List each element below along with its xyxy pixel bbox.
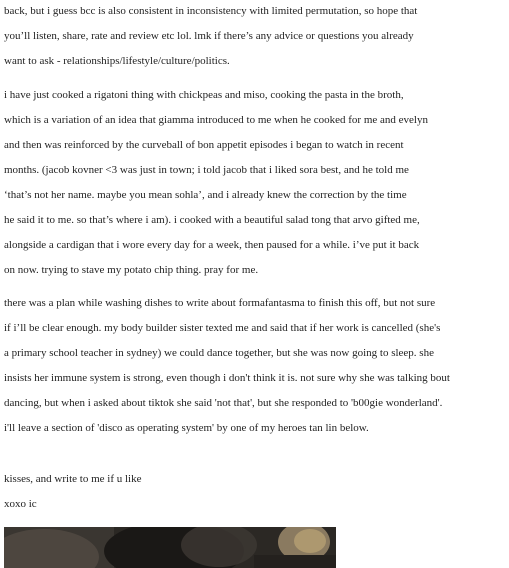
paragraph-signoff — [4, 467, 141, 517]
text-line: want to ask - relationships/lifestyle/culture/politics. — [4, 55, 230, 67]
text-line: alongside a cardigan that i wore every day for a week, then paused for a while. i’ve put it back — [4, 239, 420, 251]
text-line: back, but i guess bcc is also consistent in inconsistency with limited permutation, so hope that — [4, 5, 418, 17]
text-line: he said it to me. so that’s where i am). i cooked with a beautiful salad tong that arvo gifted me, — [4, 214, 420, 226]
text-line: months. (jacob kovner <3 was just in town; i told jacob that i liked sora best, and he told me — [4, 164, 409, 176]
text-line: there was a plan while washing dishes to write about formafantasma to finish this off, but not sure — [4, 297, 436, 309]
text-line: which is a variation of an idea that giamma introduced to me when he cooked for me and evelyn — [4, 114, 428, 126]
text-line: and then was reinforced by the curveball of bon appetit episodes i began to watch in recent — [4, 139, 404, 151]
text-line: a primary school teacher in sydney) we could dance together, but she was now going to sleep. she — [4, 347, 434, 359]
text-line: i have just cooked a rigatoni thing with chickpeas and miso, cooking the pasta in the broth, — [4, 89, 404, 101]
paragraph-podcast — [4, 0, 417, 74]
text-line: insists her immune system is strong, even though i don't think it is. not sure why she was talking bout — [4, 372, 450, 384]
paragraph-cooking — [4, 83, 428, 283]
article-photo — [4, 527, 336, 568]
text-line: dancing, but when i asked about tiktok she said 'not that', but she responded to 'b00gie wonderland'. — [4, 397, 443, 409]
text-line: kisses, and write to me if u like — [4, 473, 142, 485]
photo-illustration — [4, 527, 336, 568]
text-line: ‘that’s not her name. maybe you mean sohla’, and i already knew the correction by the time — [4, 189, 407, 201]
text-line: if i’ll be clear enough. my body builder sister texted me and said that if her work is cancelled (she's — [4, 322, 441, 334]
text-line: you’ll listen, share, rate and review etc lol. lmk if there’s any advice or questions you already — [4, 30, 414, 42]
text-line: i'll leave a section of 'disco as operating system' by one of my heroes tan lin below. — [4, 422, 369, 434]
text-line: on now. trying to stave my potato chip thing. pray for me. — [4, 264, 259, 276]
paragraph-dishes — [4, 291, 450, 441]
signature-text: xoxo ic — [4, 498, 37, 510]
